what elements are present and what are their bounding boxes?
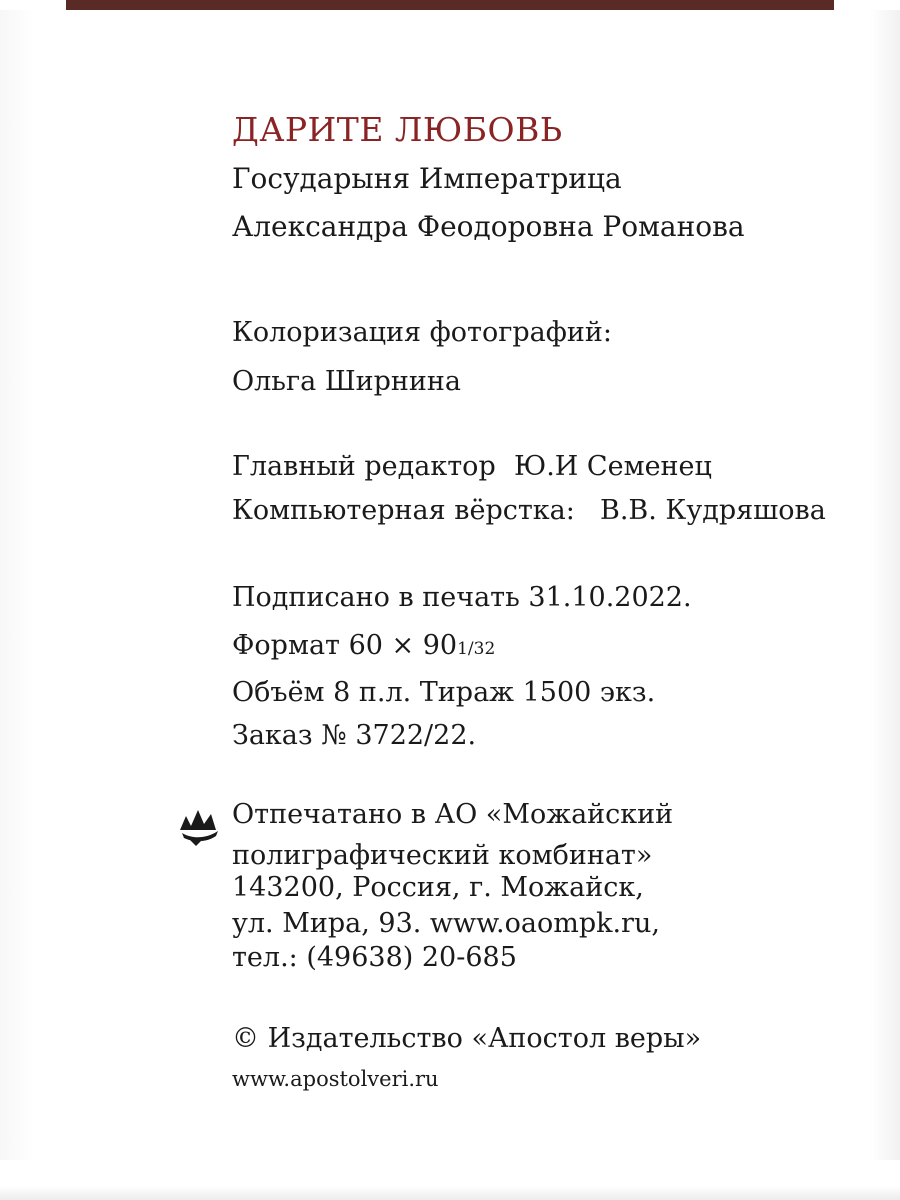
printer-line-4: ул. Мира, 93. www.oaompk.ru,: [232, 908, 660, 939]
publisher-website: www.apostolveri.ru: [232, 1067, 439, 1091]
format-line: [232, 631, 495, 661]
printer-crown-logo-icon: [178, 806, 220, 848]
colorization-label: Колоризация фотографий:: [232, 317, 612, 348]
printer-line-1: Отпечатано в АО «Можайский: [232, 799, 674, 830]
author-line-2: Александра Феодоровна Романова: [232, 210, 745, 243]
book-title: ДАРИТЕ ЛЮБОВЬ: [232, 110, 563, 149]
printer-line-3: 143200, Россия, г. Можайск,: [232, 872, 644, 903]
layout-label: Компьютерная вёрстка:: [232, 495, 575, 526]
author-line-1: Государыня Императрица: [232, 162, 622, 195]
printer-line-2: полиграфический комбинат»: [232, 840, 653, 871]
publisher-copyright: © Издательство «Апостол веры»: [232, 1023, 702, 1054]
format-text: Формат 60 × 90: [232, 630, 458, 661]
editor-name: Ю.И Семенец: [514, 451, 712, 482]
editor-label: Главный редактор: [232, 451, 496, 482]
colorization-name: Ольга Ширнина: [232, 366, 461, 397]
order-line: Заказ № 3722/22.: [232, 720, 477, 751]
printer-line-5: тел.: (49638) 20-685: [232, 942, 517, 973]
volume-line: Объём 8 п.л. Тираж 1500 экз.: [232, 677, 656, 708]
signed-to-print: Подписано в печать 31.10.2022.: [232, 582, 692, 613]
layout-name: В.В. Кудряшова: [600, 495, 826, 526]
format-fraction: 1/32: [457, 639, 496, 659]
